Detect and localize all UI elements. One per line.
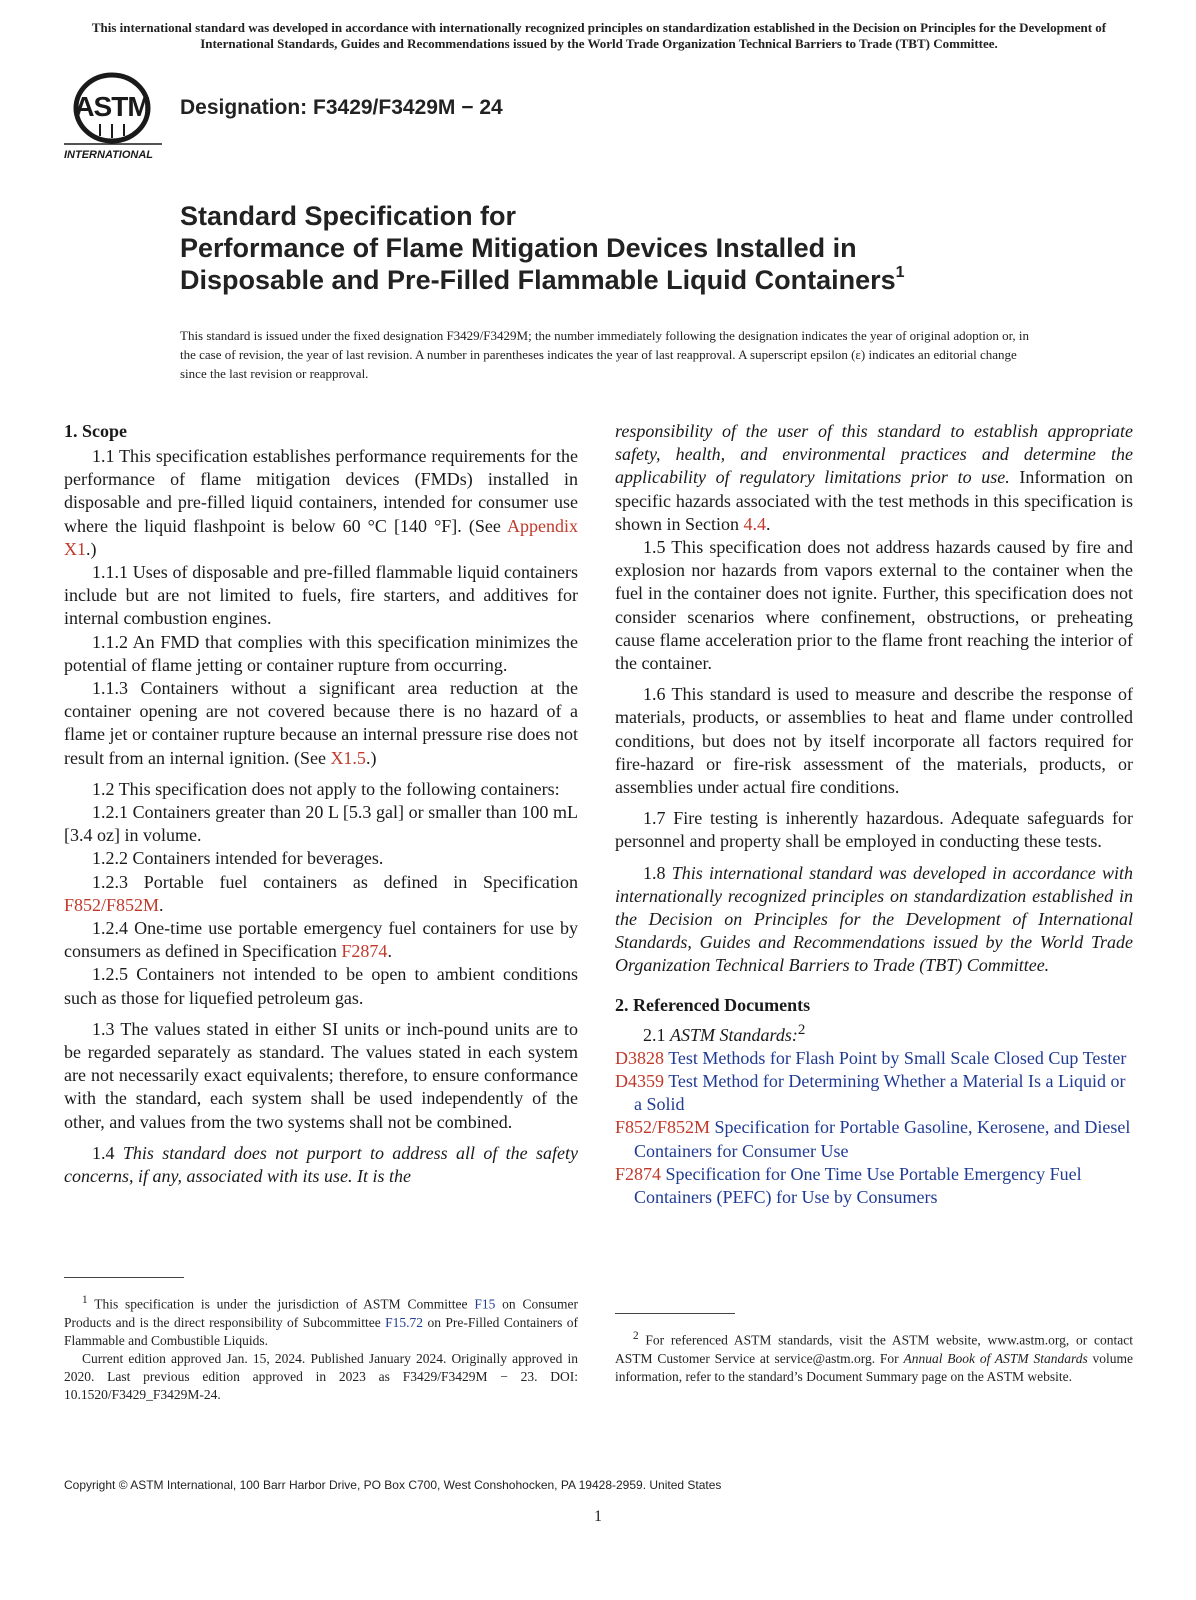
reference-code[interactable]: D3828 (615, 1047, 664, 1068)
paragraph-1-2-5: 1.2.5 Containers not intended to be open to ambient conditions such as those for liquefied petroleum gas. (64, 964, 578, 1008)
footnote-rule (615, 1313, 735, 1314)
logo-subtitle: INTERNATIONAL (64, 149, 154, 161)
footnote-1 (64, 1291, 578, 1404)
reference-title[interactable]: Test Method for Determining Whether a Material Is a Liquid or a Solid (634, 1071, 1126, 1115)
footnote-2-text (615, 1327, 1133, 1386)
section-4-4-link[interactable]: 4.4 (743, 513, 766, 534)
right-column (615, 420, 1133, 1209)
paragraph-text: 1.2.3 Portable fuel containers as defined in Specification (92, 871, 578, 892)
paragraph-1-2-2: 1.2.2 Containers intended for beverages. (92, 848, 384, 869)
reference-code[interactable]: F2874 (615, 1163, 662, 1184)
paragraph-1-2: 1.2 This specification does not apply to the following containers: (92, 778, 560, 799)
paragraph-1-2-1: 1.2.1 Containers greater than 20 L [5.3 gal] or smaller than 100 mL [3.4 oz] in volume. (64, 802, 578, 846)
footnote-1-block (64, 1277, 578, 1404)
reference-title[interactable]: Specification for One Time Use Portable Emergency Fuel Containers (PEFC) for Use by Consumers (634, 1163, 1082, 1208)
designation: Designation: F3429/F3429M − 24 (180, 96, 503, 119)
reference-code[interactable]: F852/F852M (615, 1117, 711, 1138)
footnote-text: This specification is under the jurisdiction of ASTM Committee (87, 1296, 475, 1312)
document-title (180, 200, 1120, 296)
paragraph-number: 1.8 (643, 862, 672, 883)
paragraph-1-2-3 (64, 871, 578, 917)
footnote-mark: 2 (633, 1330, 639, 1342)
footnote-text: on Consumer Products and is the direct responsibility of Subcommittee (64, 1296, 578, 1330)
footnote-rule (64, 1277, 184, 1278)
paragraph-1-4-continued (615, 420, 1133, 536)
paragraph-text: .) (365, 747, 377, 768)
footnote-text: volume information, refer to the standard’s Document Summary page on the ASTM website. (615, 1350, 1134, 1384)
reference-title[interactable]: Test Methods for Flash Point by Small Scale Closed Cup Tester (668, 1047, 1127, 1068)
paragraph-italic-text: This standard does not purport to address all of the safety concerns, if any, associated with its use. It is the (64, 1142, 579, 1187)
copyright-notice: Copyright © ASTM International, 100 Barr Harbor Drive, PO Box C700, West Conshohocken, PA 19428-2959. United States (64, 1478, 722, 1492)
issuance-statement: This standard is issued under the fixed designation F3429/F3429M; the number immediately following the designation indicates the year of original adoption or, in the case of revision, the year of last revision. A number in parentheses indicates the year of last reapproval. A superscript epsilon (ε) indicates an editorial change since the last revision or reapproval. (180, 328, 1030, 381)
title-line-1: Standard Specification for (180, 201, 517, 231)
paragraph-italic-text: responsibility of the user of this standard to establish appropriate safety, health, and environmental practices and determine the applicability of regulatory limitations prior to use. (615, 421, 1133, 488)
logo-text: ASTM (74, 91, 150, 122)
paragraph-2-1 (615, 1019, 1133, 1047)
paragraph-1-4 (64, 1142, 578, 1188)
page-number: 1 (594, 1508, 602, 1525)
left-column (64, 420, 578, 1188)
astm-logo-mark (62, 72, 172, 164)
paragraph-number: 1.4 (92, 1142, 123, 1163)
paragraph-text: 1.2.4 One-time use portable emergency fuel containers for use by consumers as defined in Specification (64, 918, 578, 962)
title-line-3 (180, 264, 1120, 296)
reference-code[interactable]: D4359 (615, 1071, 664, 1092)
reference-d4359[interactable] (615, 1070, 1133, 1116)
title-line-2: Performance of Flame Mitigation Devices Installed in (180, 233, 857, 263)
f852-link[interactable]: F852/F852M (64, 894, 160, 915)
paragraph-text: 1.1 This specification establishes performance requirements for the performance of flame mitigation devices (FMDs) installed in disposable and pre-filled liquid containers, intended for consumer use where the liquid flashpoint is below 60 °C [140 °F]. (See (64, 446, 578, 536)
committee-f15-link[interactable]: F15 (474, 1296, 496, 1312)
paragraph-italic-text: ASTM Standards: (670, 1024, 798, 1045)
paragraph-italic-text: This international standard was developed in accordance with internationally recognized principles on standardization established in the Decision on Principles for the Development of International Standards, Guides and Recommendations issued by the World Trade Organization Technical Barriers to Trade (TBT) Committee. (615, 862, 1133, 976)
tbt-header-note: This international standard was developed in accordance with internationally recognized principles on standardization established in the Decision on Principles for the Development of International Standards, Guides and Recommendations issued by the World Trade Organization Technical Barriers to Trade (TBT) Committee. (91, 20, 1107, 51)
footnote-text: on Pre-Filled Containers of Flammable and Combustible Liquids. (64, 1314, 578, 1348)
footnote-2 (615, 1327, 1133, 1386)
astm-logo (62, 72, 172, 164)
paragraph-text: . (766, 513, 771, 534)
subcommittee-f15-72-link[interactable]: F15.72 (385, 1314, 424, 1330)
footnote-mark: 2 (797, 1021, 806, 1038)
paragraph-1-1-2: 1.1.2 An FMD that complies with this specification minimizes the potential of flame jetting or container rupture from occurring. (64, 631, 578, 675)
paragraph-1-2-4 (64, 917, 578, 963)
appendix-x1-link[interactable]: Appendix X1 (64, 515, 578, 559)
paragraph-1-5: 1.5 This specification does not address hazards caused by fire and explosion nor hazards from vapors external to the container when the fuel in the container does not ignite. Further, this specification does not consider scenarios where confinement, obstructions, or preheating cause flame acceleration prior to the flame front reaching the interior of the container. (615, 537, 1133, 674)
f2874-link[interactable]: F2874 (341, 941, 388, 962)
paragraph-1-1-3 (64, 677, 578, 770)
paragraph-text: . (159, 894, 164, 915)
x1-5-link[interactable]: X1.5 (330, 747, 366, 768)
paragraph-text: 1.1.3 Containers without a significant area reduction at the container opening are not covered because there is no hazard of a flame jet or container rupture because an internal pressure rise does not result from an internal ignition. (See (64, 678, 578, 768)
title-line-3-text: Disposable and Pre-Filled Flammable Liquid Containers (180, 265, 896, 295)
paragraph-text: . (387, 941, 392, 962)
title-footnote-mark: 1 (895, 264, 905, 281)
section-heading-referenced-documents: 2. Referenced Documents (615, 994, 811, 1015)
paragraph-1-1-1: 1.1.1 Uses of disposable and pre-filled flammable liquid containers include but are not limited to fuels, fire starters, and additives for internal combustion engines. (64, 562, 578, 629)
reference-title[interactable]: Specification for Portable Gasoline, Kerosene, and Diesel Containers for Consumer Use (634, 1117, 1131, 1161)
paragraph-1-1 (64, 445, 578, 561)
paragraph-1-7: 1.7 Fire testing is inherently hazardous. Adequate safeguards for personnel and property shall be employed in conducting these tests. (615, 808, 1133, 852)
footnote-italic-text: Annual Book of ASTM Standards (903, 1350, 1088, 1366)
footnote-2-block (615, 1313, 1133, 1386)
footnote-text: For referenced ASTM standards, visit the ASTM website, www.astm.org, or contact ASTM Customer Service at service@astm.org. For (615, 1332, 1133, 1366)
reference-f2874[interactable] (615, 1163, 1133, 1209)
paragraph-1-6: 1.6 This standard is used to measure and describe the response of materials, products, or assemblies to heat and flame under controlled conditions, but does not by itself incorporate all factors required for fire-hazard or fire-risk assessment of the materials, products, or assemblies under actual fire conditions. (615, 684, 1133, 798)
paragraph-1-3: 1.3 The values stated in either SI units or inch-pound units are to be regarded separately as standard. The values stated in each system are not necessarily exact equivalents; therefore, to ensure conformance with the standard, each system shall be used independently of the other, and values from the two systems shall not be combined. (64, 1018, 578, 1132)
paragraph-text: Information on specific hazards associated with the test methods in this specification is shown in Section (615, 467, 1133, 534)
paragraph-number: 2.1 (643, 1024, 670, 1045)
footnote-1-edition: Current edition approved Jan. 15, 2024. Published January 2024. Originally approved in 2020. Last previous edition approved in 2023 as F3429/F3429M − 23. DOI: 10.1520/F3429_F3429M-24. (64, 1350, 578, 1402)
footnote-1-jurisdiction (64, 1291, 578, 1350)
reference-d3828[interactable] (615, 1047, 1133, 1070)
section-heading-scope: 1. Scope (64, 421, 127, 441)
paragraph-1-8 (615, 862, 1133, 978)
reference-f852[interactable] (615, 1116, 1133, 1162)
paragraph-text: .) (86, 538, 97, 559)
footnote-mark: 1 (82, 1294, 88, 1306)
